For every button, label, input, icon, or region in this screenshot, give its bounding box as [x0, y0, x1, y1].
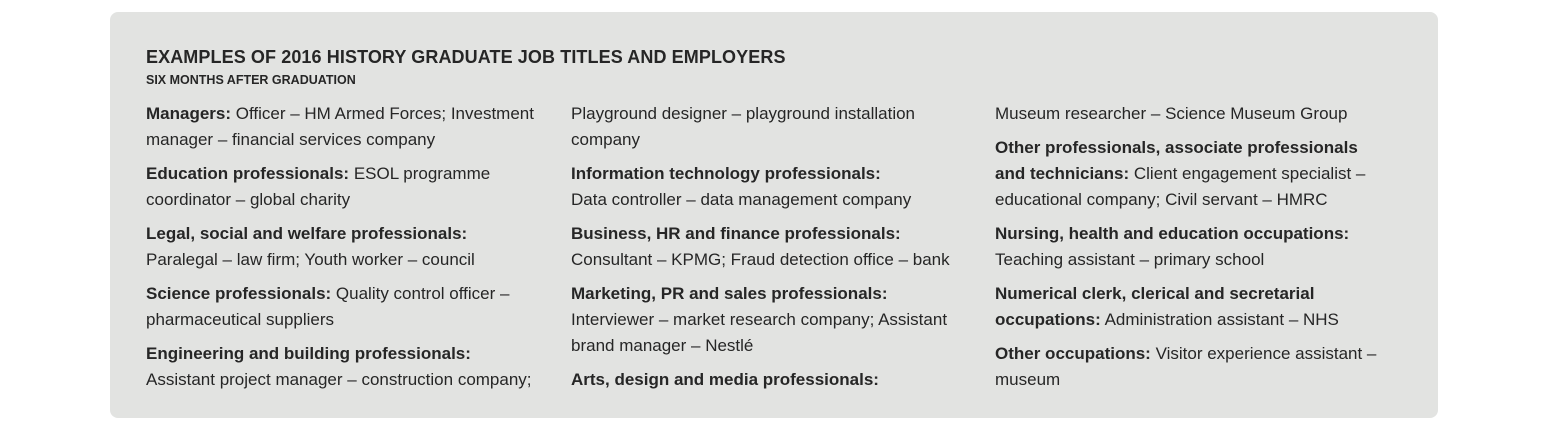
entry-text: Teaching assistant – primary school	[995, 250, 1265, 269]
entry-text: Playground designer – playground installation	[571, 104, 916, 123]
entry-other-professionals	[995, 135, 1395, 213]
entry-text: manager – financial services company	[146, 130, 436, 149]
column-1	[146, 101, 560, 401]
entry-category: occupations:	[995, 310, 1101, 329]
entry-text: museum	[995, 370, 1061, 389]
entry-managers	[146, 101, 560, 153]
entry-category: Business, HR and finance professionals:	[571, 224, 901, 243]
entry-numerical-clerk	[995, 281, 1395, 333]
entry-legal-social-welfare	[146, 221, 560, 273]
column-3	[995, 101, 1395, 401]
entry-category: Managers:	[146, 104, 232, 123]
entry-category: Education professionals:	[146, 164, 350, 183]
entry-text: Museum researcher – Science Museum Group	[995, 104, 1348, 123]
entry-continued-engineering	[571, 101, 971, 153]
entry-other-occupations	[995, 341, 1395, 393]
panel-subtitle: SIX MONTHS AFTER GRADUATION	[146, 73, 356, 87]
entry-text: Administration assistant – NHS	[1100, 310, 1339, 329]
entry-education-professionals	[146, 161, 560, 213]
entry-text: educational company; Civil servant – HMRC	[995, 190, 1328, 209]
entry-text: brand manager – Nestlé	[571, 336, 754, 355]
entry-information-technology	[571, 161, 971, 213]
panel-title: EXAMPLES OF 2016 HISTORY GRADUATE JOB TITLES AND EMPLOYERS	[146, 47, 786, 67]
entry-category: Engineering and building professionals:	[146, 344, 471, 363]
entry-engineering-building	[146, 341, 560, 393]
entry-arts-design-media	[571, 367, 971, 393]
column-2	[571, 101, 971, 401]
entry-category: Other occupations:	[995, 344, 1151, 363]
entry-marketing-pr-sales	[571, 281, 971, 359]
entry-category: Arts, design and media professionals:	[571, 370, 879, 389]
entry-text: pharmaceutical suppliers	[146, 310, 335, 329]
entry-science-professionals	[146, 281, 560, 333]
entry-category: Numerical clerk, clerical and secretarial	[995, 284, 1315, 303]
entry-text: Visitor experience assistant –	[1150, 344, 1377, 363]
entry-category: Marketing, PR and sales professionals:	[571, 284, 888, 303]
entry-category: Other professionals, associate professionals	[995, 138, 1358, 157]
entry-continued-arts	[995, 101, 1395, 127]
entry-business-hr-finance	[571, 221, 971, 273]
entry-text: Interviewer – market research company; Assistant	[571, 310, 948, 329]
entry-text: Paralegal – law firm; Youth worker – council	[146, 250, 475, 269]
entry-text: company	[571, 130, 640, 149]
entry-text: Consultant – KPMG; Fraud detection office – bank	[571, 250, 950, 269]
entry-nursing-health-education	[995, 221, 1395, 273]
entry-category: Information technology professionals:	[571, 164, 881, 183]
entry-category: Legal, social and welfare professionals:	[146, 224, 468, 243]
entry-category: Science professionals:	[146, 284, 332, 303]
entry-text: Client engagement specialist –	[1129, 164, 1366, 183]
entry-category: and technicians:	[995, 164, 1130, 183]
entry-text: Assistant project manager – construction company;	[146, 370, 532, 389]
entry-text: Quality control officer –	[331, 284, 510, 303]
entry-text: ESOL programme	[349, 164, 491, 183]
entry-text: coordinator – global charity	[146, 190, 351, 209]
entry-text: Officer – HM Armed Forces; Investment	[231, 104, 534, 123]
info-panel	[110, 12, 1438, 418]
entry-text: Data controller – data management company	[571, 190, 912, 209]
entry-category: Nursing, health and education occupations:	[995, 224, 1350, 243]
